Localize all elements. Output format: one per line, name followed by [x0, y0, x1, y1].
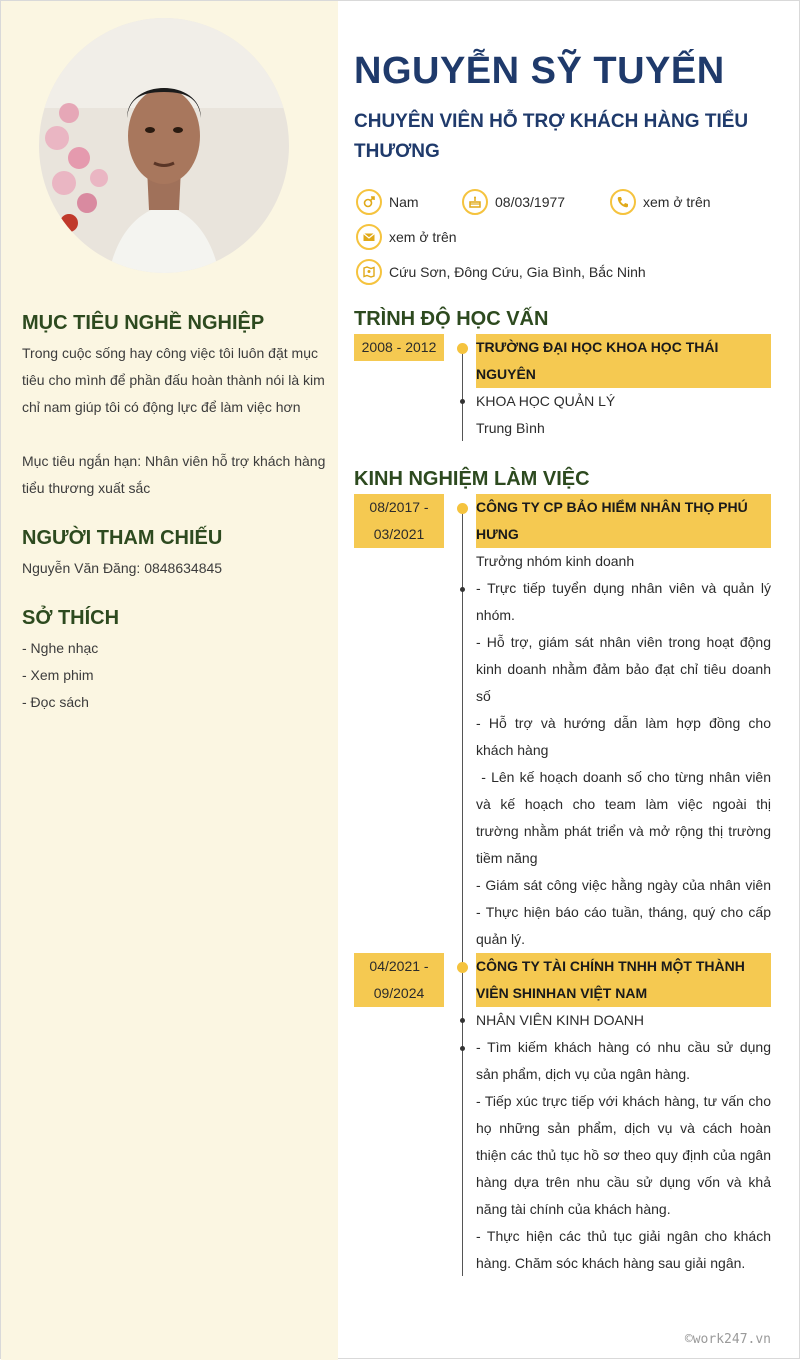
- job-description: [476, 575, 775, 953]
- experience-timeline-line: [462, 506, 463, 1276]
- timeline-dot: [460, 587, 465, 592]
- job-duty: - Giám sát công việc hằng ngày của nhân viên - Thực hiện báo cáo tuần, tháng, quý cho cấp quản lý.: [476, 877, 771, 947]
- email-info: [356, 224, 457, 250]
- hobby-item: - Đọc sách: [22, 694, 89, 710]
- education-date: 2008 - 2012: [354, 334, 444, 361]
- job-position: Trưởng nhóm kinh doanh: [476, 553, 635, 569]
- candidate-name: NGUYỄN SỸ TUYẾN: [354, 50, 725, 92]
- address-value: Cứu Sơn, Đông Cứu, Gia Bình, Bắc Ninh: [389, 264, 646, 280]
- objective-text: Trong cuộc sống hay công việc tôi luôn đặt mục tiêu cho mình để phần đấu hoàn thành nói là kim chỉ nam giúp tôi có động lực để làm việc hơn: [22, 345, 325, 415]
- watermark: ©work247.vn: [684, 1332, 771, 1347]
- timeline-dot: [460, 1018, 465, 1023]
- timeline-dot: [457, 962, 468, 973]
- reference-heading: NGƯỜI THAM CHIẾU: [22, 527, 223, 549]
- job-duty: - Tiếp xúc trực tiếp với khách hàng, tư vấn cho họ những sản phẩm, dịch vụ và cách hoàn thiện các thủ tục hồ sơ theo quy định của ngân hàng dựa trên nhu cầu sử dụng vốn và khả năng tài chính của khách hàng.: [476, 1093, 771, 1217]
- job-duty: - Hỗ trợ và hướng dẫn làm hợp đồng cho khách hàng: [476, 715, 771, 758]
- job-duty: - Thực hiện các thủ tục giải ngân cho khách hàng. Chăm sóc khách hàng sau giải ngân.: [476, 1228, 771, 1271]
- job-description: [476, 1034, 771, 1277]
- birthday-value: 08/03/1977: [495, 194, 566, 210]
- hobby-item: - Nghe nhạc: [22, 640, 99, 656]
- job-company: CÔNG TY TÀI CHÍNH TNHH MỘT THÀNH VIÊN SHINHAN VIỆT NAM: [476, 953, 771, 1007]
- timeline-dot: [457, 343, 468, 354]
- job-duty: - Hỗ trợ, giám sát nhân viên trong hoạt động kinh doanh nhằm đảm bảo đạt chỉ tiêu doanh số: [476, 634, 771, 704]
- timeline-dot: [457, 503, 468, 514]
- job-date-start: 08/2017 -: [369, 499, 429, 515]
- hobbies-heading: SỞ THÍCH: [22, 607, 120, 629]
- timeline-dot: [460, 1046, 465, 1051]
- education-major: KHOA HỌC QUẢN LÝ: [476, 393, 616, 409]
- avatar: [39, 18, 289, 273]
- hobbies-section: [22, 606, 330, 716]
- birthday-cake-icon: [462, 189, 488, 215]
- timeline-dot: [460, 399, 465, 404]
- job-duty: - Tìm kiếm khách hàng có nhu cầu sử dụng sản phẩm, dịch vụ của ngân hàng.: [476, 1039, 771, 1082]
- job-date: [354, 494, 444, 548]
- objective-short-term: Mục tiêu ngắn hạn: Nhân viên hỗ trợ khách hàng tiểu thương xuất sắc: [22, 453, 326, 496]
- education-grade: Trung Bình: [476, 420, 545, 436]
- phone-info: [610, 189, 711, 215]
- job-duty: - Trực tiếp tuyển dụng nhân viên và quản lý nhóm.: [476, 580, 771, 623]
- reference-text: Nguyễn Văn Đăng: 0848634845: [22, 560, 223, 576]
- email-icon: [356, 224, 382, 250]
- gender-icon: [356, 189, 382, 215]
- gender-value: Nam: [389, 194, 419, 210]
- job-date-end: 03/2021: [373, 526, 425, 542]
- job-title: CHUYÊN VIÊN HỖ TRỢ KHÁCH HÀNG TIỂU THƯƠNG: [354, 111, 749, 162]
- phone-value: xem ở trên: [643, 194, 711, 210]
- address-info: [356, 259, 646, 285]
- gender-info: [356, 189, 419, 215]
- job-date-start: 04/2021 -: [369, 958, 429, 974]
- objective-heading: MỤC TIÊU NGHỀ NGHIỆP: [22, 312, 265, 334]
- reference-section: [22, 526, 330, 582]
- email-value: xem ở trên: [389, 229, 457, 245]
- job-company: CÔNG TY CP BẢO HIỂM NHÂN THỌ PHÚ HƯNG: [476, 494, 771, 548]
- birthday-info: [462, 189, 565, 215]
- job-duty: - Lên kế hoạch doanh số cho từng nhân viên và kế hoạch cho team làm việc ngoài thị trường nhằm phát triển và mở rộng thị trường tiềm năng: [476, 769, 775, 866]
- education-heading: TRÌNH ĐỘ HỌC VẤN: [354, 308, 549, 330]
- sidebar: [1, 1, 338, 1360]
- education-timeline-line: [462, 346, 463, 441]
- job-date: [354, 953, 444, 1007]
- phone-icon: [610, 189, 636, 215]
- map-icon: [356, 259, 382, 285]
- education-school: TRƯỜNG ĐẠI HỌC KHOA HỌC THÁI NGUYÊN: [476, 334, 771, 388]
- job-position: NHÂN VIÊN KINH DOANH: [476, 1012, 645, 1028]
- objective-section: [22, 311, 330, 502]
- hobby-item: - Xem phim: [22, 667, 94, 683]
- job-date-end: 09/2024: [373, 985, 425, 1001]
- experience-heading: KINH NGHIỆM LÀM VIỆC: [354, 468, 590, 490]
